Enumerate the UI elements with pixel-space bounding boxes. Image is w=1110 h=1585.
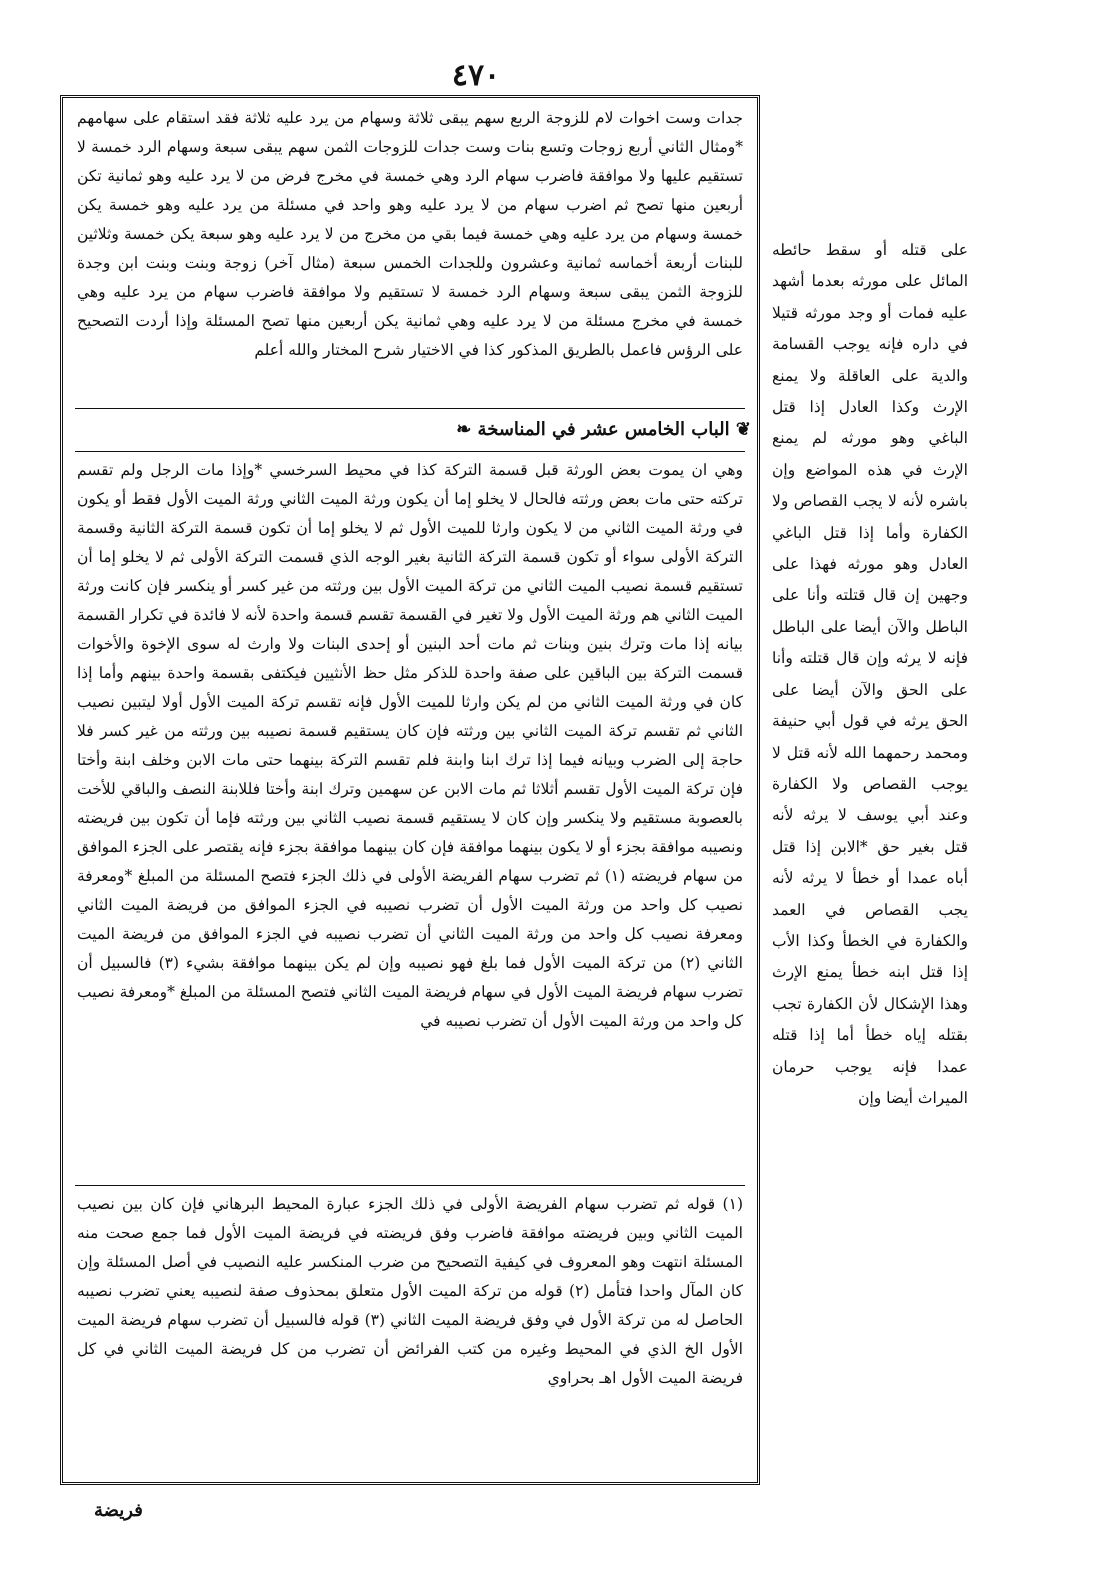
main-text-frame: [60, 95, 760, 1485]
footnotes-block: [69, 1190, 751, 1476]
chapter-title: [69, 413, 751, 447]
top-paragraph: جدات وست اخوات لام للزوجة الربع سهم يبقى ثلاثة وسهام من يرد عليه ثلاثة فقد استقام على سهامهم *ومثال الثاني أربع زوجات وتسع بنات وست جدات للزوجات الثمن سهم يبقى سبعة وسهام الرد خمسة لا تستقيم عليها ولا موافقة فاضرب سهام الرد وهي خمسة في مخرج فرض من لا يرد عليه وهو ثمانية تكن أربعين منها تصح ثم اضرب سهام من لا يرد عليه وهو واحد في مسئلة من يرد عليه وهو خمسة يكن خمسة وسهام من يرد عليه وهي خمسة فيما بقي من مخرج من لا يرد عليه وهو سبعة يكن خمسة وثلاثين للبنات أربعة أخماسه ثمانية وعشرون وللجدات الخمس سبعة (مثال آخر) زوجة وبنت وبنت ابن وجدة للزوجة الثمن يبقى سبعة وسهام الرد خمسة لا تستقيم ولا موافقة فاضرب سهام من يرد عليه وهي خمسة في مخرج مسئلة من لا يرد عليه وهي ثمانية يكن أربعين منها تصح المسئلة وإذا أردت التصحيح على الرؤس فاعمل بالطريق المذكور كذا في الاختيار شرح المختار والله أعلم: [77, 109, 743, 359]
top-text-block: [69, 104, 751, 404]
divider-line: [75, 451, 745, 452]
catchword: فريضة: [94, 1500, 143, 1521]
footnote-divider: [75, 1185, 745, 1186]
margin-commentary: [770, 235, 970, 1385]
divider-line: [75, 408, 745, 409]
footnotes-paragraph: (١) قوله ثم تضرب سهام الفريضة الأولى في ذلك الجزء عبارة المحيط البرهاني فإن كان بين نصيب الميت الثاني وبين فريضته موافقة فاضرب وفق فريضته في فريضة الميت الأول فما جمع صحت منه المسئلة انتهت وهو المعروف في كيفية التصحيح من ضرب المنكسر عليه النصيب في أصل المسئلة وإن كان المآل واحدا فتأمل (٢) قوله من تركة الميت الأول متعلق بمحذوف صفة لنصيبه يعني تضرب نصيبه الحاصل له من تركة الأول في وفق فريضة الميت الثاني (٣) قوله فالسبيل أن تضرب سهام فريضة الميت الأول الخ الذي في المحيط وغيره من كتب الفرائض أن تضرب من كل فريضة الميت الثاني في كل فريضة الميت الأول اهـ بحراوي: [77, 1195, 743, 1387]
ornament-icon: ❦: [729, 419, 751, 440]
main-text-block: [69, 456, 751, 1181]
margin-paragraph: على قتله أو سقط حائطه المائل على مورثه بعدما أشهد عليه فمات أو وجد مورثه قتيلا في داره فإنه يوجب القسامة والدية على العاقلة ولا يمنع الإرث وكذا العادل إذا قتل الباغي وهو مورثه لم يمنع الإرث في هذه المواضع وإن باشره لأنه لا يجب القصاص ولا الكفارة وأما إذا قتل الباغي العادل وهو مورثه فهذا على وجهين إن قال قتلته وأنا على الباطل والآن أيضا على الباطل فإنه لا يرثه وإن قال قتلته وأنا على الحق والآن أيضا على الحق يرثه في قول أبي حنيفة ومحمد رحمهما الله لأنه قتل لا يوجب القصاص ولا الكفارة وعند أبي يوسف لا يرثه لأنه قتل بغير حق *الابن إذا قتل أباه عمدا أو خطأ لا يرثه لأنه يجب القصاص في العمد والكفارة في الخطأ وكذا الأب إذا قتل ابنه خطأ يمنع الإرث وهذا الإشكال لأن الكفارة تجب بقتله إياه خطأ أما إذا قتله عمدا فإنه يوجب حرمان الميراث أيضا وإن: [772, 241, 968, 1107]
page-number: ٤٧٠: [451, 58, 501, 93]
main-paragraph: وهي ان يموت بعض الورثة قبل قسمة التركة كذا في محيط السرخسي *وإذا مات الرجل ولم تقسم تركته حتى مات بعض ورثته فالحال لا يخلو إما أن يكون ورثة الميت الثاني ورثة الميت الأول فقط أو يكون في ورثة الميت الثاني من لا يكون وارثا للميت الأول ثم لا يخلو إما أن تكون قسمة التركة الثانية وقسمة التركة الأولى سواء أو تكون قسمة التركة الثانية بغير الوجه الذي قسمت التركة الأولى ثم لا يخلو إما أن تستقيم قسمة نصيب الميت الثاني من تركة الميت الأول بين ورثته من غير كسر أو ينكسر فإن كانت ورثة الميت الثاني هم ورثة الميت الأول ولا تغير في القسمة تقسم قسمة واحدة لأنه لا فائدة في تكرار القسمة بيانه إذا مات وترك بنين وبنات ثم مات أحد البنين أو إحدى البنات ولا وارث له سوى الإخوة والأخوات قسمت التركة بين الباقين على صفة واحدة للذكر مثل حظ الأنثيين فيكتفى بقسمة واحدة بينهم وأما إذا كان في ورثة الميت الثاني من لم يكن وارثا للميت الأول فإنه تقسم تركة الميت الأول أولا ليتبين نصيب الثاني ثم تقسم تركة الميت الثاني بين ورثته فإن كان يستقيم قسمة نصيبه بين ورثته من غير كسر فلا حاجة إلى الضرب وبيانه فيما إذا ترك ابنا وابنة فلم تقسم التركة بينهما حتى مات الابن وخلف ابنة وأختا فإن تركة الميت الأول تقسم أثلاثا ثم مات الابن عن سهمين وترك ابنة وأختا فللابنة النصف والباقي للأخت بالعصوبة مستقيم ولا ينكسر وإن كان لا يستقيم قسمة نصيب الثاني بين ورثته فإما أن تكون بين فريضته ونصيبه موافقة بجزء أو لا يكون بينهما موافقة فإن كان بينهما موافقة بجزء فإنه يقتصر على الجزء الموافق من سهام فريضته (١) ثم تضرب سهام الفريضة الأولى في ذلك الجزء فتصح المسئلة من المبلغ *ومعرفة نصيب كل واحد من ورثة الميت الأول أن تضرب نصيبه في الجزء الموافق من فريضة الميت الثاني ومعرفة نصيب كل واحد من ورثة الميت الثاني أن تضرب نصيبه في الجزء الموافق من فريضة الميت الثاني (٢) من تركة الميت الأول فما بلغ فهو نصيبه وإن لم يكن بينهما موافقة بشيء (٣) فالسبيل أن تضرب سهام فريضة الميت الأول في سهام فريضة الميت الثاني فتصح المسئلة من المبلغ *ومعرفة نصيب كل واحد من ورثة الميت الأول أن تضرب نصيبه في: [77, 461, 744, 1030]
ornament-icon: ❧: [456, 419, 478, 440]
chapter-title-text: الباب الخامس عشر في المناسخة: [477, 419, 730, 440]
